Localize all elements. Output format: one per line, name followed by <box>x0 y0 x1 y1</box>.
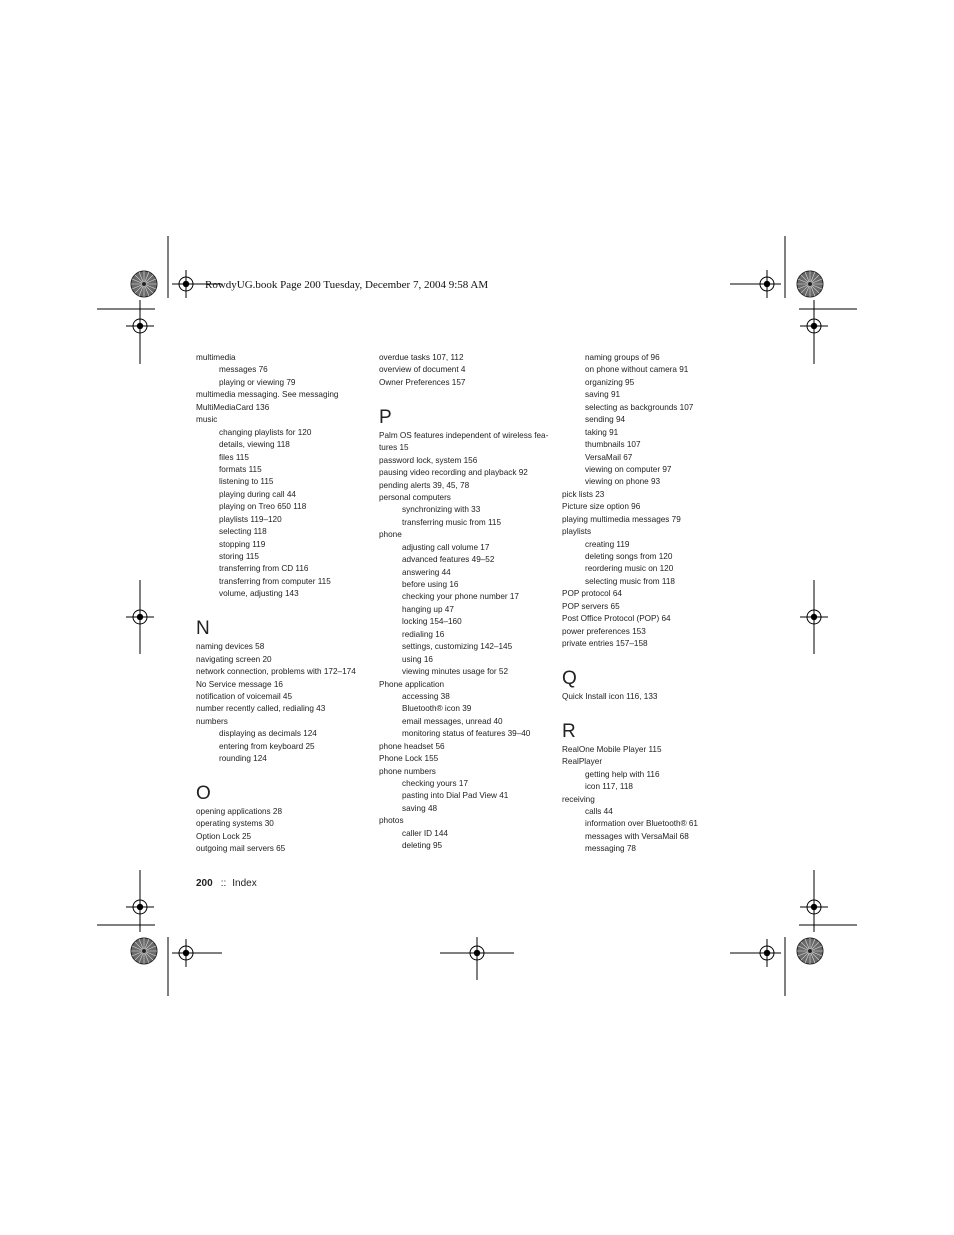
index-subentry: pasting into Dial Pad View 41 <box>402 791 509 801</box>
index-subentry: taking 91 <box>585 427 619 437</box>
index-entry: Phone application <box>379 679 445 689</box>
index-entry: pick lists 23 <box>562 489 605 499</box>
index-subentry: selecting music from 118 <box>585 576 675 586</box>
page-footer <box>196 878 257 889</box>
index-subentry: files 115 <box>219 452 249 462</box>
index-subentry: formats 115 <box>219 464 262 474</box>
starburst-mark-top-left <box>131 271 157 297</box>
section-gap <box>562 651 742 663</box>
index-entry: notification of voicemail 45 <box>196 691 293 701</box>
index-subentry: caller ID 144 <box>402 828 448 838</box>
index-subentry: answering 44 <box>402 567 451 577</box>
index-entry: navigating screen 20 <box>196 654 272 664</box>
index-subentry: getting help with 116 <box>585 769 660 779</box>
index-subentry: transferring from computer 115 <box>219 576 331 586</box>
print-header: RowdyUG.book Page 200 Tuesday, December 7, 2004 9:58 AM <box>205 279 489 291</box>
index-entry: private entries 157–158 <box>562 639 648 649</box>
index-entry: multimedia messaging. See messaging <box>196 390 339 400</box>
index-subentry: advanced features 49–52 <box>402 555 495 565</box>
index-subentry: stopping 119 <box>219 539 266 549</box>
index-subentry: checking your phone number 17 <box>402 592 519 602</box>
index-entry: POP protocol 64 <box>562 589 622 599</box>
index-entry: playing multimedia messages 79 <box>562 514 681 524</box>
index-entry: network connection, problems with 172–174 <box>196 667 356 677</box>
index-entry: RealPlayer <box>562 757 603 767</box>
index-subentry: messages with VersaMail 68 <box>585 831 689 841</box>
index-entry: password lock, system 156 <box>379 455 478 465</box>
index-subentry: storing 115 <box>219 552 259 561</box>
index-subentry: entering from keyboard 25 <box>219 741 315 751</box>
index-subentry: playing or viewing 79 <box>219 377 296 387</box>
index-entry: Quick Install icon 116, 133 <box>562 691 658 701</box>
index-subentry: before using 16 <box>402 580 459 589</box>
index-subentry: settings, customizing 142–145 <box>402 642 513 652</box>
index-entry: receiving <box>562 794 595 804</box>
index-column-1 <box>196 352 376 856</box>
index-subentry: Bluetooth® icon 39 <box>402 704 472 714</box>
index-entry: pending alerts 39, 45, 78 <box>379 480 470 490</box>
index-entry: phone numbers <box>379 766 436 776</box>
footer-section-title: Index <box>232 878 257 889</box>
index-entry: POP servers 65 <box>562 601 620 611</box>
index-subentry: selecting 118 <box>219 527 267 537</box>
index-subentry: playing during call 44 <box>219 489 296 499</box>
index-entry: Option Lock 25 <box>196 831 252 841</box>
index-subentry: messaging 78 <box>585 844 636 854</box>
index-entry: operating systems 30 <box>196 819 274 829</box>
starburst-mark-bottom-right <box>797 938 823 964</box>
section-gap <box>196 766 376 778</box>
index-subentry: selecting as backgrounds 107 <box>585 402 694 412</box>
index-column-2 <box>379 352 559 853</box>
index-subentry: email messages, unread 40 <box>402 716 503 726</box>
index-entry: playlists <box>562 527 592 537</box>
index-entry: personal computers <box>379 492 451 502</box>
index-entry: numbers <box>196 716 228 726</box>
index-entry: outgoing mail servers 65 <box>196 844 286 854</box>
index-entry: Post Office Protocol (POP) 64 <box>562 614 671 624</box>
index-entry: tures 15 <box>379 443 409 453</box>
index-section-letter: N <box>196 618 210 640</box>
index-subentry: monitoring status of features 39–40 <box>402 729 531 739</box>
index-subentry: synchronizing with 33 <box>402 505 481 515</box>
index-subentry: transferring from CD 116 <box>219 564 309 574</box>
index-entry: RealOne Mobile Player 115 <box>562 744 662 754</box>
index-subentry: thumbnails 107 <box>585 440 641 450</box>
index-subentry: hanging up 47 <box>402 604 454 614</box>
index-entry: Palm OS features independent of wireless fea- <box>379 430 549 440</box>
index-subentry: viewing on phone 93 <box>585 477 661 487</box>
index-entry: phone <box>379 530 402 540</box>
index-entry: naming devices 58 <box>196 642 265 652</box>
index-entry: power preferences 153 <box>562 626 646 636</box>
starburst-mark-bottom-left <box>131 938 157 964</box>
footer-separator: :: <box>220 878 227 889</box>
index-subentry: accessing 38 <box>402 691 450 701</box>
index-subentry: locking 154–160 <box>402 617 462 627</box>
index-subentry: creating 119 <box>585 539 630 549</box>
index-entry: Phone Lock 155 <box>379 754 439 764</box>
index-entry: Picture size option 96 <box>562 502 641 512</box>
index-entry: opening applications 28 <box>196 807 283 816</box>
index-subentry: using 16 <box>402 654 433 664</box>
index-subentry: displaying as decimals 124 <box>219 729 317 739</box>
index-subentry: volume, adjusting 143 <box>219 589 299 599</box>
index-section-letter: P <box>379 406 392 428</box>
index-subentry: adjusting call volume 17 <box>402 542 490 552</box>
index-section-letter: R <box>562 720 576 742</box>
index-subentry: playlists 119–120 <box>219 514 282 524</box>
index-subentry: deleting 95 <box>402 841 443 851</box>
index-entry: phone headset 56 <box>379 741 445 751</box>
index-subentry: saving 48 <box>402 803 438 813</box>
index-section-letter: O <box>196 783 211 804</box>
index-subentry: deleting songs from 120 <box>585 552 673 561</box>
index-entry: music <box>196 415 218 425</box>
index-subentry: on phone without camera 91 <box>585 365 689 375</box>
starburst-mark-top-right <box>797 271 823 297</box>
section-gap <box>379 389 559 401</box>
section-gap <box>196 601 376 613</box>
index-subentry: viewing on computer 97 <box>585 464 672 474</box>
index-subentry: information over Bluetooth® 61 <box>585 819 698 829</box>
index-subentry: organizing 95 <box>585 377 635 387</box>
index-entry: multimedia <box>196 353 236 362</box>
page-number: 200 <box>196 878 213 889</box>
index-subentry: sending 94 <box>585 415 626 425</box>
index-subentry: transferring music from 115 <box>402 517 502 527</box>
index-entry: photos <box>379 816 404 826</box>
index-subentry: redialing 16 <box>402 629 445 639</box>
index-subentry: playing on Treo 650 118 <box>219 502 307 512</box>
index-subentry: changing playlists for 120 <box>219 427 312 437</box>
index-subentry: listening to 115 <box>219 477 274 487</box>
index-entry: Owner Preferences 157 <box>379 377 466 387</box>
index-subentry: checking yours 17 <box>402 779 468 788</box>
index-subentry: icon 117, 118 <box>585 782 633 792</box>
index-entry: No Service message 16 <box>196 679 283 689</box>
index-section-letter: Q <box>562 667 577 689</box>
index-column-3 <box>562 352 742 856</box>
index-entry: MultiMediaCard 136 <box>196 402 270 412</box>
index-subentry: saving 91 <box>585 390 621 400</box>
index-entry: overview of document 4 <box>379 365 466 375</box>
index-subentry: messages 76 <box>219 365 268 375</box>
index-subentry: details, viewing 118 <box>219 440 290 450</box>
index-entry: number recently called, redialing 43 <box>196 704 326 714</box>
index-entry: overdue tasks 107, 112 <box>379 353 464 362</box>
index-subentry: VersaMail 67 <box>585 452 633 462</box>
section-gap <box>562 703 742 715</box>
index-entry: pausing video recording and playback 92 <box>379 468 528 478</box>
index-subentry: calls 44 <box>585 807 613 816</box>
index-subentry: viewing minutes usage for 52 <box>402 667 509 677</box>
index-subentry: rounding 124 <box>219 754 267 764</box>
index-subentry: naming groups of 96 <box>585 353 660 362</box>
index-subentry: reordering music on 120 <box>585 564 674 574</box>
